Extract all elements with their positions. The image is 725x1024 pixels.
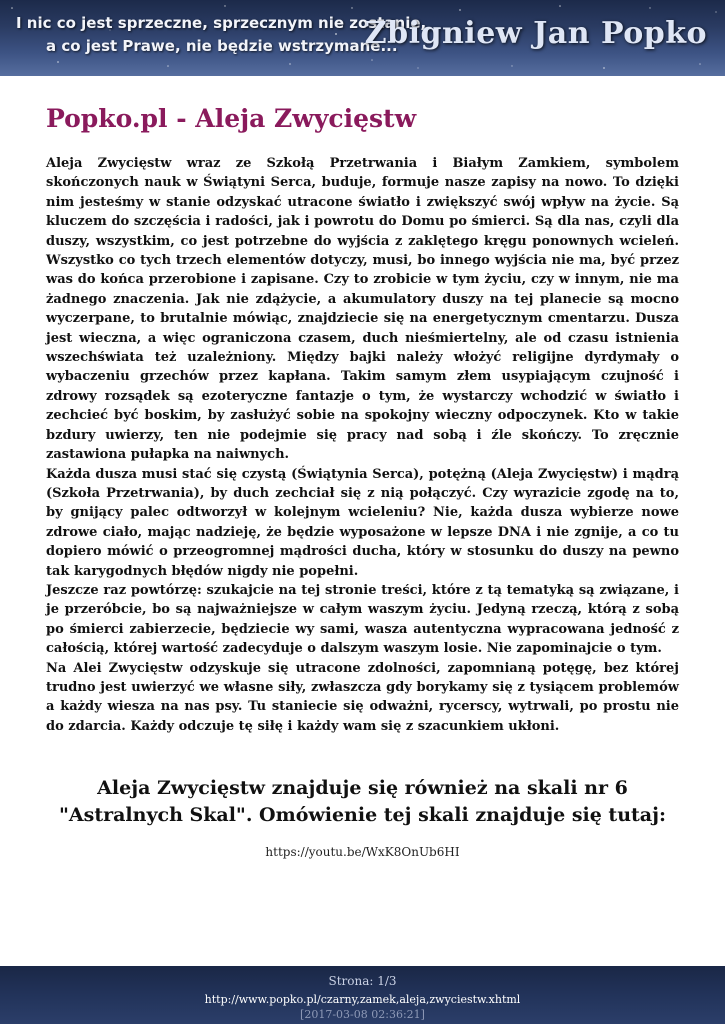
header-motto-line-2: a co jest Prawe, nie będzie wstrzymane...: [46, 37, 398, 55]
author-name: Zbigniew Jan Popko: [364, 16, 707, 51]
paragraph-4: Na Alei Zwycięstw odzyskuje się utracone zdolności, zapomnianą potęgę, bez której trudno jest uwierzyć we własne siły, zwłaszcza gdy borykamy się z tysiącem problemów a każdy wiesza na nas psy. Tu staniecie się odważni, rycerscy, wytrwali, po prostu nie do zdarcia. Każdy odczuje tę siłę i każdy wam się z szacunkiem ukłoni.: [46, 660, 679, 734]
header-motto-line-1: I nic co jest sprzeczne, sprzecznym nie zostanie,: [16, 14, 427, 32]
paragraph-1: Aleja Zwycięstw wraz ze Szkołą Przetrwania i Białym Zamkiem, symbolem skończonych nauk w Świątyni Serca, buduje, formuje nasze zapisy na nowo. To dzięki nim jesteśmy w stanie odzyskać utracone światło i zwiększyć swój wpływ na życie. Są kluczem do szczęścia i radości, jak i powrotu do Domu po śmierci. Są dla nas, czyli dla duszy, wszystkim, co jest potrzebne do wyjścia z zaklętego kręgu ponownych wcieleń. Wszystko co tych trzech elementów dotyczy, musi, bo innego wyjścia nie ma, być przez was do końca przerobione i zapisane. Czy to zrobicie w tym życiu, czy w innym, nie ma żadnego znaczenia. Jak nie zdążycie, a akumulatory duszy na tej planecie są mocno wyczerpane, to brutalnie mówiąc, znajdziecie się na energetycznym cmentarzu. Dusza jest wieczna, a więc ograniczona czasem, duch nieśmiertelny, ale od czasu istnienia wszechświata też uzależniony. Między bajki należy włożyć religijne dyrdymały o wybaczeniu grzechów przez kapłana. Takim samym złem usypiającym czujność i zdrowy rozsądek są ezoteryczne fantazje o tym, że wystarczy wchodzić w światło i zechcieć być boskim, by zasłużyć sobie na spokojny wieczny odpoczynek. Kto w takie bzdury uwierzy, ten nie podejmie się pracy nad sobą i źle skończy. To zręcznie zastawiona pułapka na naiwnych.: [46, 156, 679, 463]
footer-timestamp: [2017-03-08 02:36:21]: [300, 1008, 425, 1021]
header-banner: [0, 0, 725, 76]
article-body: [46, 154, 679, 736]
page-title: Popko.pl - Aleja Zwycięstw: [46, 104, 417, 133]
page-footer: [0, 966, 725, 1024]
paragraph-3: Jeszcze raz powtórzę: szukajcie na tej stronie treści, które z tą tematyką są związane, i je przeróbcie, bo są najważniejsze w całym waszym życiu. Jedyną rzeczą, którą z sobą po śmierci zabierzecie, będziecie wy sami, wasza autentyczna wypracowana jedność z całością, której wartość zadecyduje o dalszym waszym losie. Nie zapominajcie o tym.: [46, 582, 679, 657]
page-counter: Strona: 1/3: [328, 974, 397, 988]
paragraph-2: Każda dusza musi stać się czystą (Świątynia Serca), potężną (Aleja Zwycięstw) i mądrą (Szkoła Przetrwania), by duch zechciał się z nią połączyć. Czy wyrazicie zgodę na to, by gnijący palec odtworzył w kolejnym wcieleniu? Nie, każda dusza wybierze nowe zdrowe ciało, mając nadzieję, że będzie wyposażone w lepsze DNA i nie zgnije, a co tu dopiero mówić o przeogromnej mądrości ducha, który w stosunku do duszy na pewno tak karygodnych błędów nigdy nie popełni.: [46, 466, 679, 579]
astral-scales-callout: Aleja Zwycięstw znajduje się również na skali nr 6 "Astralnych Skal". Omówienie tej skali znajduje się tutaj:: [59, 777, 666, 826]
youtube-video-link[interactable]: https://youtu.be/WxK8OnUb6HI: [265, 845, 460, 859]
footer-url: http://www.popko.pl/czarny,zamek,aleja,zwyciestw.xhtml: [204, 993, 521, 1006]
